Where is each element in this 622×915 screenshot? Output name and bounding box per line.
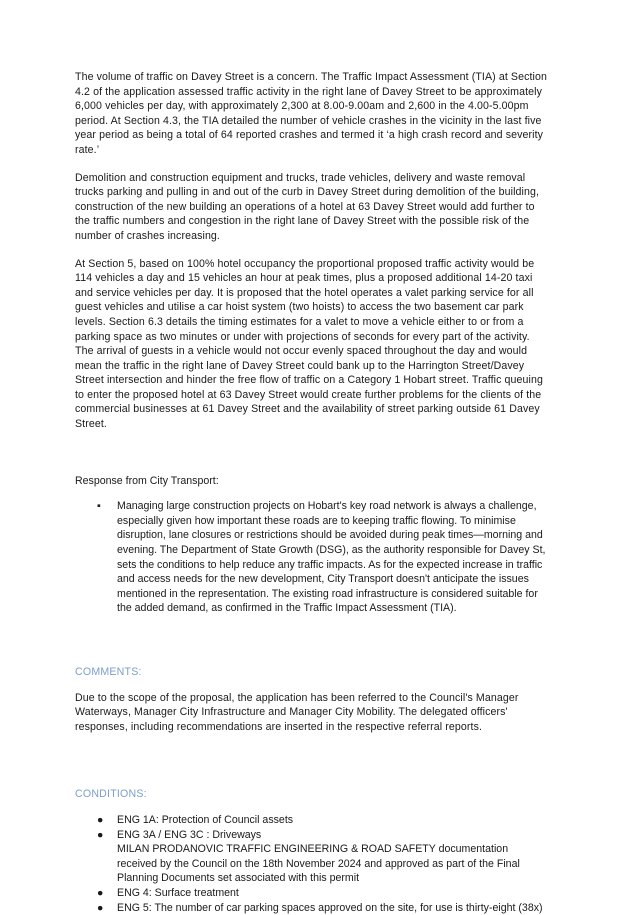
paragraph-traffic-volume: The volume of traffic on Davey Street is a concern. The Traffic Impact Assessment (TIA) at Section 4.2 of the application assessed traffic activity in the right lane of Davey Street to be approximately 6,000 vehicles per day, with approximately 2,300 at 8.00-9.00am and 2,600 in the 4.00-5.00pm period. At Section 4.3, the TIA detailed the number of vehicle crashes in the vicinity in the last five year period as being a total of 64 reported crashes and termed it ‘a high crash record and severity rate.’ (75, 71, 548, 156)
conditions-heading: CONDITIONS: (75, 788, 147, 801)
spacer-before-conditions (75, 747, 548, 776)
list-item (75, 499, 548, 616)
list-item-text: ENG 3A / ENG 3C : Driveways (117, 828, 262, 841)
round-bullet-icon: ● (97, 828, 104, 841)
list-item (75, 901, 548, 915)
list-item (75, 886, 548, 901)
round-bullet-icon: ● (97, 901, 104, 914)
city-transport-bullet-list (75, 499, 548, 616)
spacer-before-conditions-extra (75, 776, 548, 787)
list-item-text: ENG 4: Surface treatment (117, 886, 239, 899)
list-item-text: Managing large construction projects on Hobart's key road network is always a challenge, especially given how important these roads are to keeping traffic flowing. To minimise disruption, lane closures or restrictions should be avoided during peak times—morning and evening. The Department of State Growth (DSG), as the authority responsible for Davey St, sets the conditions to help reduce any traffic impacts. As for the expected increase in traffic and access needs for the new development, City Transport doesn't anticipate the issues mentioned in the representation. The existing road infrastructure is considered suitable for the added demand, as confirmed in the Traffic Impact Assessment (TIA). (117, 500, 546, 615)
city-transport-lead: Response from City Transport: (75, 474, 219, 487)
round-bullet-icon: ● (97, 886, 104, 899)
spacer-after-conditions-heading (75, 802, 548, 813)
round-bullet-icon: ● (97, 813, 104, 826)
page-content (75, 70, 548, 915)
comments-heading: COMMENTS: (75, 666, 142, 678)
list-item (75, 813, 548, 828)
list-item-text: ENG 5: The number of car parking spaces approved on the site, for use is thirty-eight (38x) (117, 901, 543, 914)
list-item-text: ENG 1A: Protection of Council assets (117, 813, 294, 826)
spacer-after-city-transport-lead (75, 488, 548, 499)
square-bullet-icon: ▪ (97, 500, 101, 513)
spacer-before-comments (75, 616, 548, 645)
list-item-continuation: MILAN PRODANOVIC TRAFFIC ENGINEERING & ROAD SAFETY documentation received by the Council on the 18th November 2024 and approved as part of the Final Planning Documents set associated with this permit (117, 843, 520, 885)
spacer-before-city-transport (75, 445, 548, 474)
paragraph-comments: Due to the scope of the proposal, the application has been referred to the Council's Manager Waterways, Manager City Infrastructure and Manager City Mobility. The delegated officers' responses, including recommendations are inserted in the respective referral reports. (75, 691, 519, 733)
list-item (75, 828, 548, 886)
paragraph-section-5-occupancy: At Section 5, based on 100% hotel occupancy the proportional proposed traffic activity would be 114 vehicles a day and 15 vehicles an hour at peak times, plus a proposed additional 14-20 taxi and service vehicles per day. It is proposed that the hotel operates a valet parking service for all guest vehicles and utilise a car hoist system (two hoists) to access the two basement car park levels. Section 6.3 details the timing estimates for a valet to move a vehicle either to or from a parking space as two minutes or under with projections of seconds for every part of the activity. The arrival of guests in a vehicle would not occur evenly spaced throughout the day and would mean the traffic in the right lane of Davey Street could bank up to the Harrington Street/Davey Street intersection and hinder the free flow of traffic on a Category 1 Hobart street. Traffic queuing to enter the proposed hotel at 63 Davey Street would create further problems for the clients of the commercial businesses at 61 Davey Street and the availability of street parking outside 61 Davey Street. (75, 257, 543, 431)
conditions-list (75, 813, 548, 915)
paragraph-demolition-construction: Demolition and construction equipment and trucks, trade vehicles, delivery and waste removal trucks parking and pulling in and out of the curb in Davey Street during demolition of the building, construction of the new building an operations of a hotel at 63 Davey Street would add further to the traffic numbers and congestion in the right lane of Davey Street with the possible risk of the number of crashes increasing. (75, 171, 540, 242)
spacer-before-comments-extra (75, 645, 548, 665)
spacer-after-comments-heading (75, 680, 548, 691)
